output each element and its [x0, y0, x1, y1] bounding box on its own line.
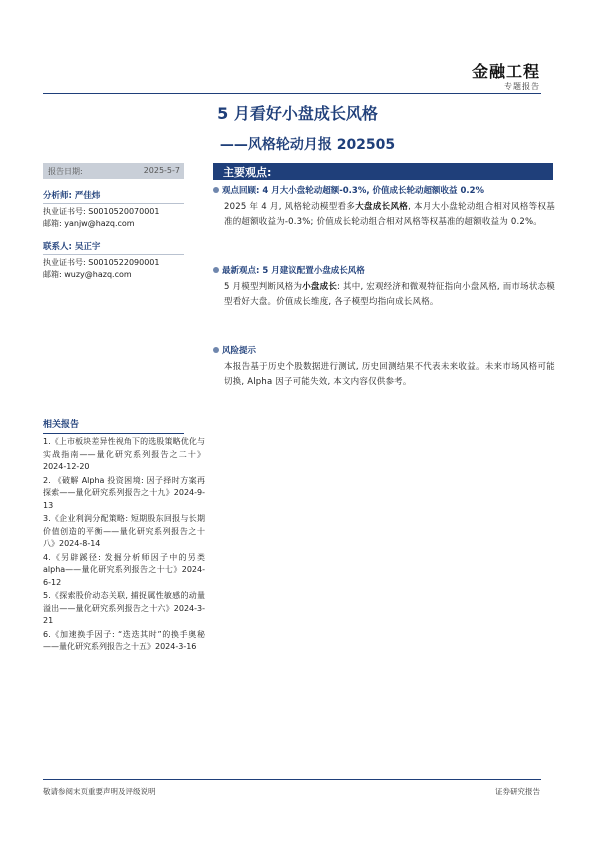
- analyst-cert: 执业证书号: S0010520070001: [43, 207, 160, 216]
- latest-view-body: [213, 280, 555, 310]
- review-heading: [213, 185, 555, 198]
- latest-view-heading-text: 最新观点: 5 月建议配置小盘成长风格: [222, 266, 365, 276]
- contact-block: [43, 241, 193, 281]
- report-title: 5 月看好小盘成长风格: [217, 104, 378, 123]
- related-report-item[interactable]: 2. 《破解 Alpha 投资困境: 因子择时方案再探索——量化研究系列报告之十九》2024-9-13: [43, 475, 205, 510]
- contact-email[interactable]: 邮箱: wuzy@hazq.com: [43, 270, 132, 279]
- related-report-item[interactable]: 6.《加速换手因子: “迭迭其时”的换手奥秘——量化研究系列报告之十五》2024-3-16: [43, 629, 205, 651]
- review-body-text: 2025 年 4 月, 风格轮动模型看多: [224, 202, 356, 212]
- key-points-title: 主要观点:: [223, 166, 272, 179]
- risk-body: 本报告基于历史个股数据进行测试, 历史回测结果不代表未来收益。未来市场风格可能切换, Alpha 因子可能失效, 本文内容仅供参考。: [224, 362, 555, 387]
- footer-label: 证券研究报告: [495, 787, 540, 796]
- report-date-value: 2025-5-7: [143, 166, 180, 175]
- contact-cert: 执业证书号: S0010522090001: [43, 258, 160, 267]
- latest-view-heading: [213, 265, 555, 278]
- report-date-label: 报告日期:: [48, 167, 83, 176]
- report-type-label: 专题报告: [504, 82, 540, 91]
- latest-view-section: [213, 265, 555, 310]
- bullet-icon: [213, 267, 219, 273]
- analyst-block: [43, 190, 193, 230]
- risk-heading-text: 风险提示: [222, 346, 257, 356]
- header-divider: [43, 93, 541, 94]
- review-body-text-cont: , 本月大小盘轮动组合相对风格等权基准的超额收益为-0.3%; 价值成长轮动组合相对风格等权基准的超额收益为 0.2%。: [224, 202, 555, 227]
- analyst-name: 分析师: 严佳炜: [43, 190, 184, 204]
- related-reports-list: [43, 436, 205, 655]
- risk-section: [213, 345, 555, 390]
- bullet-icon: [213, 187, 219, 193]
- related-report-item[interactable]: 5.《探索股价动态关联, 捕捉属性敏感的动量溢出——量化研究系列报告之十六》2024-3-21: [43, 591, 205, 625]
- analyst-email[interactable]: 邮箱: yanjw@hazq.com: [43, 219, 135, 228]
- report-subtitle: ——风格轮动月报 202505: [219, 137, 396, 153]
- related-report-item[interactable]: 1.《上市板块差异性视角下的选股策略优化与实战指南——量化研究系列报告之二十》2024-12-20: [43, 437, 205, 471]
- risk-heading: [213, 345, 555, 358]
- latest-body-highlight: 小盘成长: [302, 282, 338, 292]
- related-report-item[interactable]: 4.《另辟蹊径: 发掘分析师因子中的另类 alpha——量化研究系列报告之十七》2024-6-12: [43, 552, 205, 587]
- review-heading-text: 观点回顾: 4 月大小盘轮动超额-0.3%, 价值成长轮动超额收益 0.2%: [222, 186, 485, 196]
- related-report-item[interactable]: 3.《企业利润分配策略: 短期股东回报与长期价值创造的平衡——量化研究系列报告之十八》2024-8-14: [43, 514, 205, 548]
- contact-name: 联系人: 吴正宇: [43, 241, 184, 255]
- review-body: [213, 200, 555, 230]
- disclaimer-note: 敬请参阅末页重要声明及评级说明: [43, 787, 156, 796]
- key-points-header: [213, 163, 553, 180]
- latest-body-text-cont: : 其中, 宏观经济和微观特征指向小盘风格, 而市场状态模型看好大盘。价值成长维度, 各子模型均指向成长风格。: [224, 282, 555, 307]
- review-section: [213, 185, 555, 230]
- footer-divider: [43, 779, 541, 780]
- bullet-icon: [213, 347, 219, 353]
- related-reports-title: 相关报告: [43, 417, 184, 434]
- review-body-highlight: 大盘成长风格: [355, 202, 409, 212]
- report-date-bar: [43, 163, 184, 179]
- department-label: 金融工程: [471, 62, 540, 81]
- latest-body-text: 5 月模型判断风格为: [224, 282, 303, 292]
